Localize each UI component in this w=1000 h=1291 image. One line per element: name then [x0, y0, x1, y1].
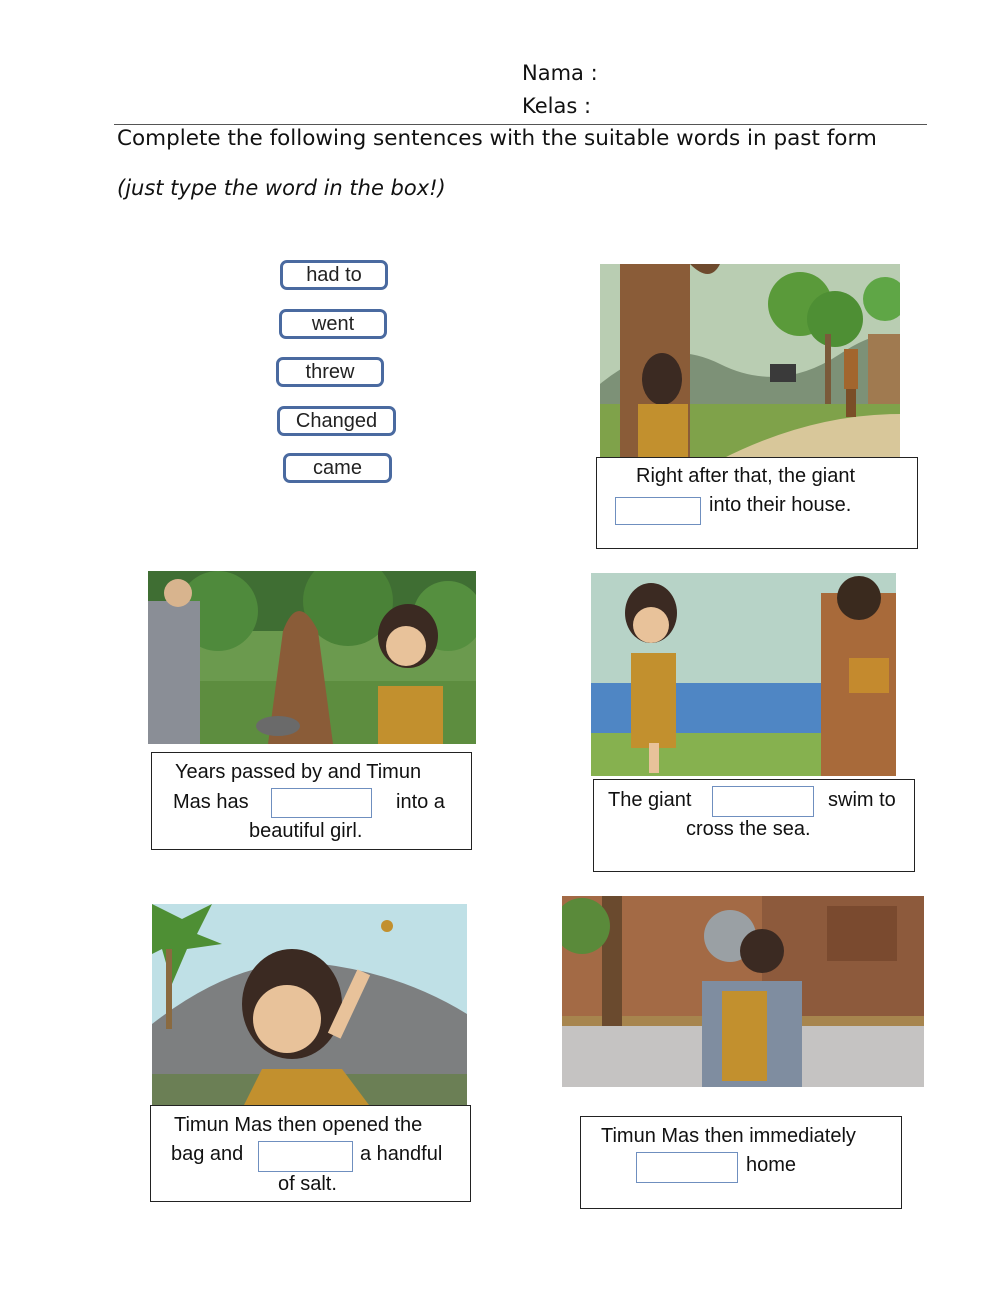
header-divider [114, 124, 927, 125]
sentence-text: bag and [171, 1143, 244, 1165]
sea-chase-illustration [591, 573, 896, 776]
word-chip-changed[interactable]: Changed [277, 406, 396, 436]
word-chip-had-to[interactable]: had to [280, 260, 388, 290]
sentence-text: The giant [608, 789, 692, 811]
name-label: Nama : [522, 61, 598, 85]
instruction-note: (just type the word in the box!) [117, 176, 446, 200]
word-chip-went[interactable]: went [279, 309, 387, 339]
forest-mother-illustration [148, 571, 476, 744]
sentence-text: Right after that, the giant [636, 465, 856, 487]
sentence-text: of salt. [278, 1173, 337, 1195]
sentence-text: cross the sea. [686, 818, 811, 840]
sentence-text: Timun Mas then opened the [174, 1114, 423, 1136]
answer-box-changed[interactable] [271, 788, 372, 818]
word-chip-came[interactable]: came [283, 453, 392, 483]
word-chip-threw[interactable]: threw [276, 357, 384, 387]
answer-box-threw[interactable] [258, 1141, 353, 1172]
sentence-card-had-to [593, 779, 915, 872]
sentence-card-went [580, 1116, 902, 1209]
sentence-text: swim to [828, 789, 896, 811]
sentence-text: into a [396, 791, 445, 813]
answer-box-giant-house[interactable] [615, 497, 701, 525]
sentence-text: into their house. [709, 494, 852, 516]
sentence-card-changed [151, 752, 472, 850]
class-label: Kelas : [522, 94, 592, 118]
sentence-text: Timun Mas then immediately [601, 1125, 856, 1147]
sentence-text: beautiful girl. [249, 820, 363, 842]
instruction-text: Complete the following sentences with the suitable words in past form [117, 126, 877, 151]
sentence-card-threw [150, 1105, 471, 1202]
sentence-text: a handful [360, 1143, 443, 1165]
sentence-card-giant-house [596, 457, 918, 549]
sentence-text: Years passed by and Timun [175, 761, 422, 783]
sentence-text: Mas has [173, 791, 249, 813]
throwing-salt-illustration [152, 904, 467, 1109]
forest-giant-illustration [600, 264, 900, 460]
answer-box-had-to[interactable] [712, 786, 814, 817]
sentence-text: home [746, 1154, 797, 1176]
hug-home-illustration [562, 896, 924, 1087]
answer-box-went[interactable] [636, 1152, 738, 1183]
